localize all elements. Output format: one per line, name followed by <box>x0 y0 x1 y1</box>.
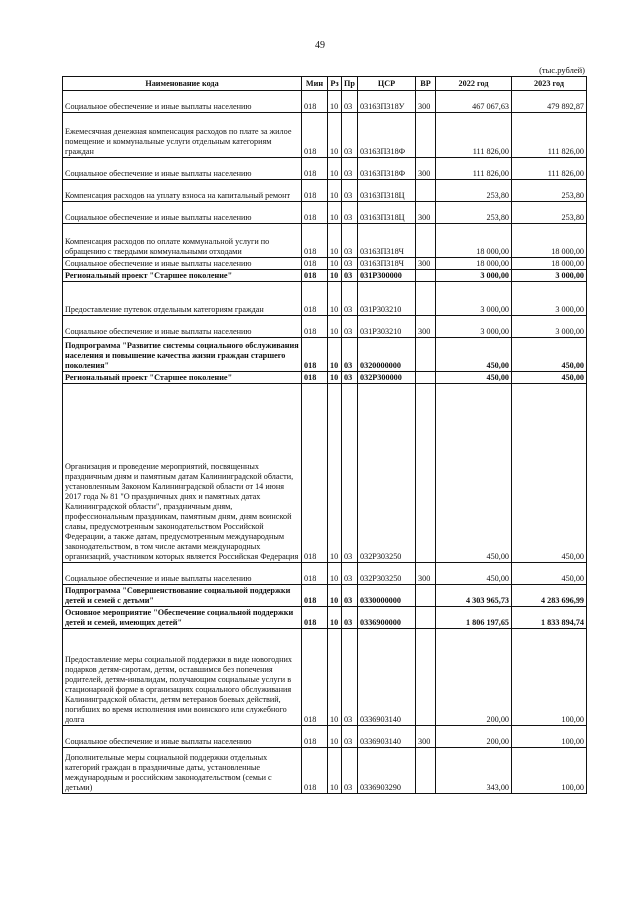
row-name: Ежемесячная денежная компенсация расходов по плате за жилое помещение и коммунальные услуги отдельным категориям граждан <box>63 113 302 158</box>
row-vr <box>416 224 436 258</box>
row-rz: 10 <box>328 748 342 794</box>
table-row <box>63 607 587 629</box>
row-2023: 450,00 <box>512 384 587 563</box>
row-csr: 031Р303210 <box>358 316 416 338</box>
row-pr: 03 <box>342 224 358 258</box>
row-name: Компенсация расходов на уплату взноса на капитальный ремонт <box>63 180 302 202</box>
row-pr: 03 <box>342 270 358 282</box>
row-vr <box>416 585 436 607</box>
row-rz: 10 <box>328 629 342 726</box>
row-2022: 200,00 <box>436 629 512 726</box>
row-csr: 03163П318Ц <box>358 202 416 224</box>
row-rz: 10 <box>328 338 342 372</box>
row-2022: 450,00 <box>436 372 512 384</box>
row-rz: 10 <box>328 563 342 585</box>
row-2022: 253,80 <box>436 180 512 202</box>
row-2022: 253,80 <box>436 202 512 224</box>
table-body <box>63 91 587 794</box>
row-vr <box>416 282 436 316</box>
row-pr: 03 <box>342 113 358 158</box>
row-pr: 03 <box>342 629 358 726</box>
row-rz: 10 <box>328 282 342 316</box>
row-2022: 450,00 <box>436 338 512 372</box>
row-2023: 4 283 696,99 <box>512 585 587 607</box>
row-2023: 100,00 <box>512 748 587 794</box>
row-2023: 3 000,00 <box>512 270 587 282</box>
row-2022: 3 000,00 <box>436 270 512 282</box>
row-2023: 3 000,00 <box>512 282 587 316</box>
header-pr: Пр <box>342 77 358 91</box>
row-min: 018 <box>302 726 328 748</box>
row-csr: 03163П318Ф <box>358 113 416 158</box>
table-row <box>63 258 587 270</box>
row-vr <box>416 607 436 629</box>
table-row <box>63 158 587 180</box>
row-rz: 10 <box>328 202 342 224</box>
row-name: Социальное обеспечение и иные выплаты населению <box>63 202 302 224</box>
row-2022: 200,00 <box>436 726 512 748</box>
table-header-row <box>63 77 587 91</box>
row-rz: 10 <box>328 224 342 258</box>
row-name: Региональный проект "Старшее поколение" <box>63 270 302 282</box>
row-pr: 03 <box>342 563 358 585</box>
row-2023: 18 000,00 <box>512 224 587 258</box>
row-min: 018 <box>302 748 328 794</box>
row-min: 018 <box>302 180 328 202</box>
row-name: Дополнительные меры социальной поддержки отдельных категорий граждан в праздничные даты, установленные международным и российским законодательством (семьи с детьми) <box>63 748 302 794</box>
row-rz: 10 <box>328 180 342 202</box>
row-csr: 0320000000 <box>358 338 416 372</box>
row-name: Региональный проект "Старшее поколение" <box>63 372 302 384</box>
row-vr <box>416 180 436 202</box>
header-csr: ЦСР <box>358 77 416 91</box>
row-2023: 18 000,00 <box>512 258 587 270</box>
row-2022: 450,00 <box>436 384 512 563</box>
row-pr: 03 <box>342 384 358 563</box>
row-min: 018 <box>302 270 328 282</box>
row-min: 018 <box>302 585 328 607</box>
row-min: 018 <box>302 282 328 316</box>
row-2023: 111 826,00 <box>512 158 587 180</box>
row-min: 018 <box>302 224 328 258</box>
row-name: Социальное обеспечение и иные выплаты населению <box>63 316 302 338</box>
row-2023: 111 826,00 <box>512 113 587 158</box>
row-pr: 03 <box>342 202 358 224</box>
row-vr: 300 <box>416 202 436 224</box>
row-csr: 0336900000 <box>358 607 416 629</box>
row-csr: 032Р300000 <box>358 372 416 384</box>
table-row <box>63 338 587 372</box>
row-vr <box>416 113 436 158</box>
header-rz: Рз <box>328 77 342 91</box>
row-name: Основное мероприятие "Обеспечение социальной поддержки детей и семей, имеющих детей" <box>63 607 302 629</box>
row-2022: 343,00 <box>436 748 512 794</box>
row-csr: 031Р300000 <box>358 270 416 282</box>
row-min: 018 <box>302 563 328 585</box>
row-pr: 03 <box>342 91 358 113</box>
row-2023: 253,80 <box>512 180 587 202</box>
row-min: 018 <box>302 202 328 224</box>
row-rz: 10 <box>328 258 342 270</box>
row-2023: 100,00 <box>512 726 587 748</box>
row-2023: 100,00 <box>512 629 587 726</box>
table-row <box>63 629 587 726</box>
row-2023: 450,00 <box>512 563 587 585</box>
row-min: 018 <box>302 91 328 113</box>
row-vr: 300 <box>416 158 436 180</box>
row-csr: 032Р303250 <box>358 384 416 563</box>
page-number: 49 <box>315 40 325 51</box>
row-name: Предоставление путевок отдельным категориям граждан <box>63 282 302 316</box>
row-2022: 111 826,00 <box>436 113 512 158</box>
row-pr: 03 <box>342 372 358 384</box>
row-pr: 03 <box>342 726 358 748</box>
row-pr: 03 <box>342 607 358 629</box>
row-rz: 10 <box>328 726 342 748</box>
row-pr: 03 <box>342 258 358 270</box>
header-vr: ВР <box>416 77 436 91</box>
row-csr: 0336903140 <box>358 726 416 748</box>
row-csr: 031Р303210 <box>358 282 416 316</box>
row-min: 018 <box>302 384 328 563</box>
row-min: 018 <box>302 629 328 726</box>
row-name: Социальное обеспечение и иные выплаты населению <box>63 91 302 113</box>
row-vr <box>416 338 436 372</box>
row-name: Социальное обеспечение и иные выплаты населению <box>63 158 302 180</box>
row-name: Подпрограмма "Развитие системы социального обслуживания населения и повышение качества жизни граждан старшего поколения" <box>63 338 302 372</box>
row-name: Предоставление меры социальной поддержки в виде новогодних подарков детям-сиротам, детям, оставшимся без попечения родителей, детям-инвалидам, получающим социальные услуги в стационарной форме в организациях социального обслуживания Калининградской области, детям ветеранов боевых действий, погибших во время исполнения ими воинского или служебного долга <box>63 629 302 726</box>
table-row <box>63 113 587 158</box>
row-rz: 10 <box>328 585 342 607</box>
table-row <box>63 585 587 607</box>
row-2022: 3 000,00 <box>436 316 512 338</box>
row-2022: 18 000,00 <box>436 258 512 270</box>
row-2023: 450,00 <box>512 338 587 372</box>
row-2023: 253,80 <box>512 202 587 224</box>
table-row <box>63 202 587 224</box>
row-pr: 03 <box>342 158 358 180</box>
row-rz: 10 <box>328 113 342 158</box>
row-name: Организация и проведение мероприятий, посвященных праздничным дням и памятным датам Калининградской области, установленным Законом Калининградской области от 14 июня 2017 года № 81 "О праздничных днях и памятных датах Калининградской области", праздничным дням, профессиональным праздникам, памятным дням, дням воинской славы, предусмотренным законодательством Российской Федерации, а также датам, предусмотренным международным законодательством, в том числе актами международных организаций, участником которых является Российская Федерация <box>63 384 302 563</box>
row-rz: 10 <box>328 270 342 282</box>
row-pr: 03 <box>342 316 358 338</box>
row-name: Подпрограмма "Совершенствование социальной поддержки детей и семей с детьми" <box>63 585 302 607</box>
table-row <box>63 180 587 202</box>
table-row <box>63 270 587 282</box>
table-row <box>63 384 587 563</box>
row-rz: 10 <box>328 372 342 384</box>
row-name: Социальное обеспечение и иные выплаты населению <box>63 563 302 585</box>
row-vr <box>416 384 436 563</box>
table-row <box>63 224 587 258</box>
row-2022: 1 806 197,65 <box>436 607 512 629</box>
row-2022: 4 303 965,73 <box>436 585 512 607</box>
table-row <box>63 282 587 316</box>
row-min: 018 <box>302 338 328 372</box>
table-row <box>63 748 587 794</box>
row-vr: 300 <box>416 316 436 338</box>
row-vr: 300 <box>416 563 436 585</box>
row-min: 018 <box>302 258 328 270</box>
row-min: 018 <box>302 158 328 180</box>
row-vr <box>416 748 436 794</box>
row-min: 018 <box>302 316 328 338</box>
row-rz: 10 <box>328 384 342 563</box>
row-vr <box>416 629 436 726</box>
table-row <box>63 91 587 113</box>
row-vr <box>416 270 436 282</box>
row-vr: 300 <box>416 258 436 270</box>
table-row <box>63 316 587 338</box>
row-min: 018 <box>302 113 328 158</box>
row-csr: 0336903290 <box>358 748 416 794</box>
row-csr: 032Р303250 <box>358 563 416 585</box>
header-2022: 2022 год <box>436 77 512 91</box>
row-name: Компенсация расходов по оплате коммунальной услуги по обращению с твердыми коммунальными отходами <box>63 224 302 258</box>
row-rz: 10 <box>328 158 342 180</box>
table-row <box>63 372 587 384</box>
budget-table <box>62 76 587 794</box>
row-rz: 10 <box>328 607 342 629</box>
row-pr: 03 <box>342 338 358 372</box>
row-vr: 300 <box>416 91 436 113</box>
row-pr: 03 <box>342 282 358 316</box>
row-rz: 10 <box>328 91 342 113</box>
row-name: Социальное обеспечение и иные выплаты населению <box>63 726 302 748</box>
row-vr <box>416 372 436 384</box>
row-2022: 18 000,00 <box>436 224 512 258</box>
header-min: Мин <box>302 77 328 91</box>
header-name: Наименование кода <box>63 77 302 91</box>
row-2022: 467 067,63 <box>436 91 512 113</box>
row-csr: 0336903140 <box>358 629 416 726</box>
table-row <box>63 726 587 748</box>
row-2023: 450,00 <box>512 372 587 384</box>
header-2023: 2023 год <box>512 77 587 91</box>
row-rz: 10 <box>328 316 342 338</box>
row-csr: 03163П318Ц <box>358 180 416 202</box>
row-pr: 03 <box>342 585 358 607</box>
units-label: (тыс.рублей) <box>539 65 585 75</box>
row-csr: 0330000000 <box>358 585 416 607</box>
row-pr: 03 <box>342 180 358 202</box>
row-csr: 03163П318Ч <box>358 224 416 258</box>
row-name: Социальное обеспечение и иные выплаты населению <box>63 258 302 270</box>
table-row <box>63 563 587 585</box>
row-2023: 1 833 894,74 <box>512 607 587 629</box>
row-csr: 03163П318У <box>358 91 416 113</box>
row-pr: 03 <box>342 748 358 794</box>
row-csr: 03163П318Ф <box>358 158 416 180</box>
row-2022: 450,00 <box>436 563 512 585</box>
row-vr: 300 <box>416 726 436 748</box>
row-2023: 3 000,00 <box>512 316 587 338</box>
row-min: 018 <box>302 607 328 629</box>
row-2023: 479 892,87 <box>512 91 587 113</box>
row-2022: 3 000,00 <box>436 282 512 316</box>
row-2022: 111 826,00 <box>436 158 512 180</box>
row-csr: 03163П318Ч <box>358 258 416 270</box>
row-min: 018 <box>302 372 328 384</box>
